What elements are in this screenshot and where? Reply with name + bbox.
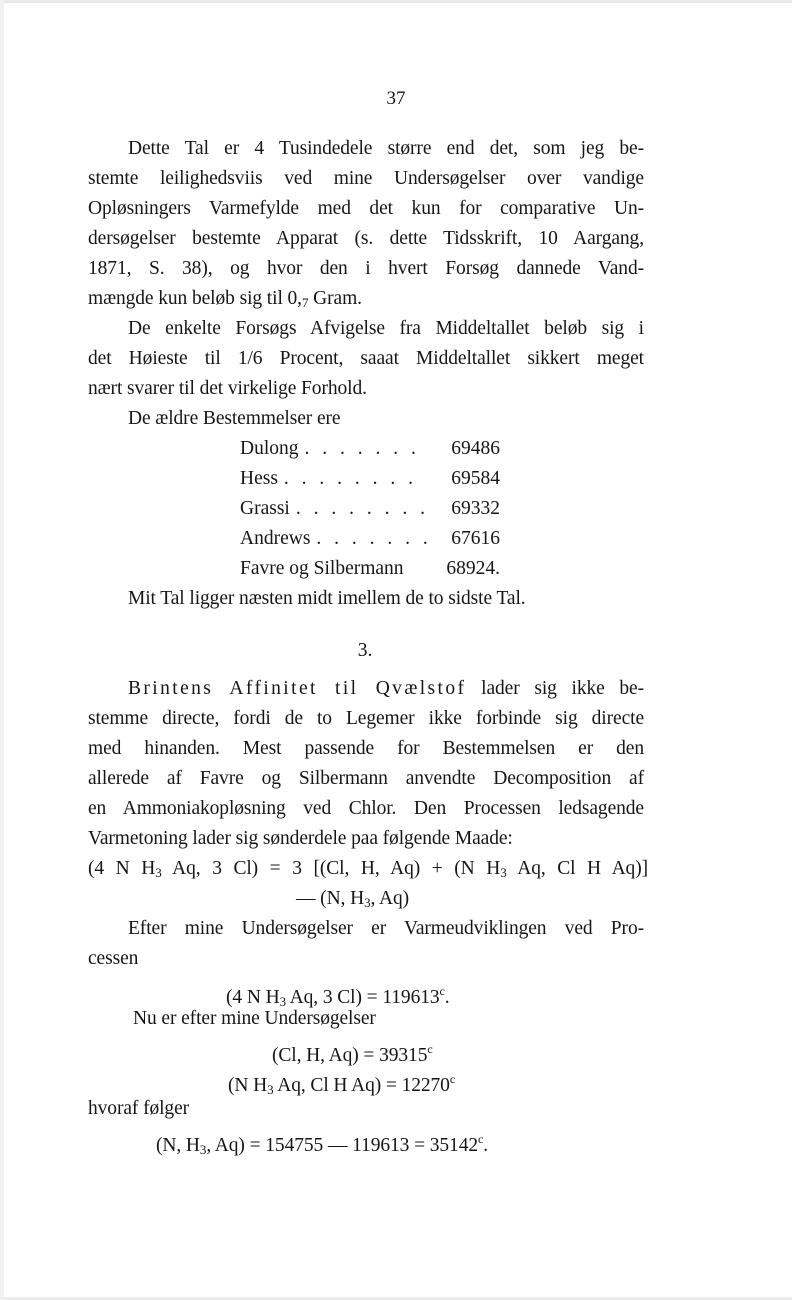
para2-line-1: De enkelte Forsøgs Afvigelse fra Middeltallet beløb sig i: [128, 318, 644, 339]
eq2-sub: 3: [279, 994, 286, 1009]
para3-line-1: [128, 674, 644, 704]
eq1-b-sub: 3: [500, 865, 507, 880]
eq5-sub: 3: [199, 1142, 207, 1157]
eq4-b: Aq, Cl H Aq) = 12270: [273, 1075, 450, 1096]
eq1-line2-a: — (N, H: [296, 888, 365, 909]
page-edge-top: [0, 0, 792, 3]
row-dots: . . . . . . . .: [283, 468, 418, 489]
para3-line-4: allerede af Favre og Silbermann anvendte Decomposition af: [88, 768, 644, 789]
older-table-row: [240, 434, 500, 464]
eq1-b: Aq, 3 Cl) = 3 [(Cl, H, Aq) + (N H: [161, 858, 501, 879]
eq2-sup: c: [439, 984, 445, 998]
para4-line-1: Efter mine Undersøgelser er Varmeudviklingen ved Pro-: [128, 918, 644, 939]
para3-line-6: Varmetoning lader sig sønderdele paa følgende Maade:: [88, 828, 513, 849]
row-name: Dulong: [240, 438, 299, 459]
older-table-row: [240, 494, 500, 524]
eq4-a: (N H: [228, 1075, 268, 1096]
eq5-sup: c: [478, 1132, 484, 1146]
eq3-a: (Cl, H, Aq) = 39315: [272, 1045, 428, 1066]
older-table-row: [240, 554, 500, 584]
equation-1-line-1: [88, 854, 648, 888]
row-name: Favre og Silbermann: [240, 558, 404, 579]
eq1-a-sub: 3: [155, 865, 162, 880]
para2-fraction: 1/6: [237, 348, 263, 369]
row-dots: . . . . . . .: [304, 438, 420, 459]
eq5-b: , Aq) = 154755 — 119613 = 35142: [206, 1135, 478, 1156]
eq1-line2-sub: 3: [364, 895, 371, 910]
conclusion: Mit Tal ligger næsten midt imellem de to sidste Tal.: [128, 588, 526, 609]
equation-1-line-2: [296, 884, 496, 918]
eq5-a: (N, H: [156, 1135, 200, 1156]
row-name: Hess: [240, 468, 278, 489]
eq3-sup: c: [427, 1042, 433, 1056]
para1-line-6: [88, 284, 644, 318]
para3-line1-rest: lader sig ikke be-: [466, 678, 644, 699]
para1-line-4: dersøgelser bestemte Apparat (s. dette Tidsskrift, 10 Aargang,: [88, 228, 644, 249]
row-value: 68924.: [446, 558, 500, 579]
eq2-b: Aq, 3 Cl) = 119613: [285, 987, 440, 1008]
section-number: 3.: [357, 640, 373, 661]
para4-line-2: cessen: [88, 948, 139, 969]
row-dots: . . . . . . .: [316, 528, 432, 549]
para1-last-sub: 7: [301, 295, 309, 310]
older-table-row: [240, 464, 500, 494]
row-name: Andrews: [240, 528, 311, 549]
para5: Nu er efter mine Undersøgelser: [133, 1008, 376, 1029]
para2-line2-pre: det Høieste til: [88, 348, 238, 369]
para1-line-3: Opløsningers Varmefylde med det kun for comparative Un-: [88, 198, 644, 219]
row-value: 67616: [451, 528, 500, 549]
para3-line-2: stemme directe, fordi de to Legemer ikke forbinde sig directe: [88, 708, 644, 729]
para1-last-post: Gram.: [308, 288, 362, 309]
older-table: [240, 434, 500, 584]
para3-line-3: med hinanden. Mest passende for Bestemmelsen er den: [88, 738, 644, 759]
para2-line-2: [88, 344, 644, 374]
eq2-c: .: [444, 987, 450, 1008]
row-value: 69332: [451, 498, 500, 519]
row-dots: . . . . . . . .: [295, 498, 429, 519]
para3-line-5: en Ammoniakopløsning ved Chlor. Den Processen ledsagende: [88, 798, 644, 819]
eq5-c: .: [483, 1135, 489, 1156]
eq2-a: (4 N H: [226, 987, 280, 1008]
para6: hvoraf følger: [88, 1098, 190, 1119]
page-number: 37: [386, 88, 406, 109]
eq1-c: Aq, Cl H Aq)]: [506, 858, 648, 879]
para3-spaced-heading: Brintens Affinitet til Qvælstof: [128, 678, 467, 699]
eq1-line2-b: , Aq): [370, 888, 410, 909]
para1-last-pre: mængde kun beløb sig til 0,: [88, 288, 302, 309]
para1-line-1: Dette Tal er 4 Tusindedele større end det, som jeg be-: [128, 138, 644, 159]
eq4-sup: c: [449, 1072, 456, 1086]
row-dots: [404, 554, 441, 584]
row-name: Grassi: [240, 498, 290, 519]
para1-line-2: stemte leilighedsviis ved mine Undersøgelser over vandige: [88, 168, 644, 189]
eq1-a: (4 N H: [88, 858, 156, 879]
para2-line2-post: Procent, saaat Middeltallet sikkert meget: [262, 348, 644, 369]
eq4-sub: 3: [267, 1082, 274, 1097]
row-value: 69486: [451, 438, 500, 459]
equation-5: [156, 1124, 596, 1165]
para1-line-5: 1871, S. 38), og hvor den i hvert Forsøg dannede Vand-: [88, 258, 644, 279]
older-table-row: [240, 524, 500, 554]
older-intro: De ældre Bestemmelser ere: [128, 408, 341, 429]
row-value: 69584: [451, 468, 500, 489]
para2-line-3: nært svarer til det virkelige Forhold.: [88, 378, 367, 399]
